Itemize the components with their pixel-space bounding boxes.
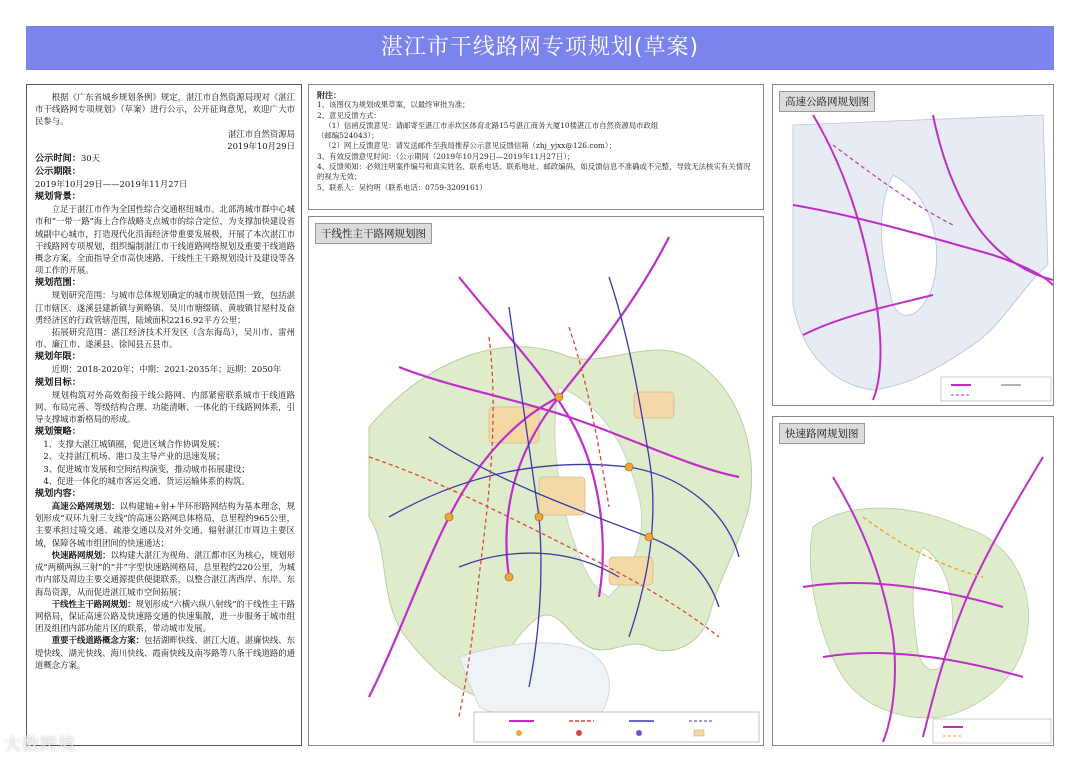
legend-swatch: [516, 730, 522, 736]
strategy-item: 1、支撑大湛江城镇圈，促进区域合作协调发展；: [43, 439, 225, 450]
highway-map-title: 高速公路网规划图: [779, 91, 875, 112]
interchange-node: [535, 513, 543, 521]
note-line: 3、有效反馈意见时间：（公示期间（2019年10月29日—2019年11月27日）；: [317, 151, 575, 161]
strategy-item: 3、促进城市发展和空间结构演变，推动城市拓展建设；: [43, 463, 250, 474]
expressway-map-title: 快速路网规划图: [779, 423, 865, 444]
scope-text-2: 拓展研究范围：湛江经济技术开发区（含东海岛），吴川市、雷州市、廉江市、遂溪县、徐闻县五县市。: [35, 327, 295, 350]
trunk-road-map-title: 干线性主干路网规划图: [315, 223, 432, 244]
note-line: 4、反馈须知：必须注明案件编号和真实姓名、联系电话、联系地址、邮政编码，如反馈信息不准确或不完整，导致无法核实有关情况的视为无效；: [317, 162, 751, 182]
watermark-logo: 大数跨境: [4, 735, 76, 755]
public-time-label: 公示时间：: [35, 153, 81, 165]
legend-box: [474, 712, 759, 742]
note-line: （1）信函反馈意见：请邮寄至湛江市赤坎区体育北路15号湛江商务大厦10楼湛江市自然资源局市政组: [324, 120, 659, 130]
content-item-head: 高速公路网规划：: [51, 501, 120, 512]
content-item-body: 以构建轴+射+半环形路网结构为基本理念，规划形成“双环九射三支线”的高速公路网总体格局，总里程约965公里，主要承担过境交通、疏港交通以及对外交通，辐射湛江市周边主要区域，保障各城市组团间的快速通达；: [35, 501, 295, 548]
public-period-value: 2019年10月29日——2019年11月27日: [35, 179, 188, 190]
strategy-item: 4、促进一体化的城市客运交通、货运运输体系的构筑。: [43, 475, 250, 486]
legend-box: [941, 377, 1051, 401]
issuer-signature: 湛江市自然资源局: [228, 128, 295, 139]
public-period-label: 公示期限：: [35, 166, 81, 178]
page-title: 湛江市干线路网专项规划(草案): [26, 26, 1054, 70]
content-item: [35, 549, 295, 598]
background-text: 立足于湛江市作为全国性综合交通枢纽城市、北部湾城市群中心城市和“一带一路”海上合作战略支点城市的综合定位，为支撑加快建设省域副中心城市，打造现代化沿海经济带重要发展极，开展了本次湛江市干线路网专项规划，组织编制湛江市干线道路网络规划及重要干线道路概念方案，全面指导全市高快速路、干线性主干路规划设计及建设等各项工作的开展。: [35, 204, 295, 276]
highway-map-graphic: [773, 85, 1054, 406]
legend-swatch: [636, 730, 642, 736]
note-line: 5、联系人：吴钧明（联系电话：0759-3209161）: [317, 182, 487, 192]
content-item: [35, 598, 295, 635]
content-item-head: 快速路网规划：: [51, 549, 111, 560]
trunk-road-map-graphic: [309, 217, 764, 746]
public-time-value: 30天: [80, 153, 100, 164]
public-time-row: [35, 152, 295, 165]
scope-heading: 规划范围：: [35, 277, 81, 289]
expressway-map: [772, 416, 1054, 746]
content-item-head: 干线性主干路网规划：: [51, 598, 136, 609]
interchange-node: [505, 573, 513, 581]
goal-heading: 规划目标：: [35, 376, 81, 388]
goal-text: 规划构筑对外高效衔接干线公路网、内部紧密联系城市干线道路网、布局完善、等级结构合理、功能清晰、一体化的干线路网体系，引导支撑城市新格局的形成。: [35, 389, 295, 425]
content-item: [35, 634, 295, 671]
years-text: 近期：2018-2020年；中期：2021-2035年；远期：2050年: [51, 364, 282, 375]
note-line: （邮编524043）；: [317, 131, 379, 141]
interchange-node: [445, 513, 453, 521]
interchange-node: [625, 463, 633, 471]
expressway-map-graphic: [773, 417, 1054, 746]
content-item-body: 包括湖畔快线、湛江大道、湛廉快线、东堤快线、湖光快线、海川快线、霞南快线及南岑路等八条干线道路的通道概念方案。: [35, 635, 296, 670]
interchange-node: [645, 533, 653, 541]
issuer-date: 2019年10月29日: [227, 140, 295, 151]
legend-swatch: [576, 730, 582, 736]
strategy-heading: 规划策略：: [35, 426, 81, 438]
content-heading: 规划内容：: [35, 488, 81, 500]
intro-paragraph: 根据《广东省城乡规划条例》规定，湛江市自然资源局现对《湛江市干线路网专项规划》（草案）进行公示，公开征询意见，欢迎广大市民参与。: [35, 92, 295, 127]
notes-heading: 附注：: [317, 90, 341, 100]
scope-text-1: 规划研究范围：与城市总体规划确定的城市规划范围一致，包括湛江市辖区、遂溪县建新镇与黄略镇、吴川市塘缀镇、黄坡镇甘屋村及奋勇经济区的行政管辖范围，陆域面积2216.92平方公里；: [35, 290, 295, 325]
announcement-panel: [26, 84, 302, 746]
map-legend: [474, 712, 759, 742]
years-heading: 规划年限：: [35, 351, 81, 363]
notes-panel: [308, 84, 764, 210]
interchange-node: [555, 393, 563, 401]
note-line: （2）网上反馈意见：请发送邮件至我局推荐公示意见反馈信箱（zhj_yjxx@126.com）；: [324, 141, 617, 151]
note-line: 1、该图仅为规划成果草案，以最终审批为准；: [317, 100, 470, 110]
note-line: 2、意见反馈方式：: [317, 110, 381, 120]
content-item-body: 规划形成“六横六纵八射线”的干线性主干路网格局，保证高速公路及快速路交通的快速集散，进一步服务于城市组团及组团内部功能片区的联系，带动城市发展。: [35, 598, 296, 634]
background-heading: 规划背景：: [35, 191, 81, 203]
legend-box: [933, 719, 1051, 743]
strategy-item: 2、支持湛江机场、港口及主导产业的迅速发展；: [43, 451, 225, 462]
highway-map: [772, 84, 1054, 406]
trunk-road-map: [308, 216, 764, 746]
legend-swatch: [694, 730, 704, 736]
content-item-body: 以构建大湛江为视角、湛江都市区为核心，规划形成“两横两纵三射”的“井”字型快速路网格局，总里程约220公里，为城市内部及周边主要交通源提供便捷联系，以整合湛江湾西岸、东岸、东海岛资源，从而促进湛江城市空间拓展；: [35, 549, 296, 597]
content-item-head: 重要干线道路概念方案：: [51, 635, 145, 646]
content-item: [35, 500, 295, 549]
